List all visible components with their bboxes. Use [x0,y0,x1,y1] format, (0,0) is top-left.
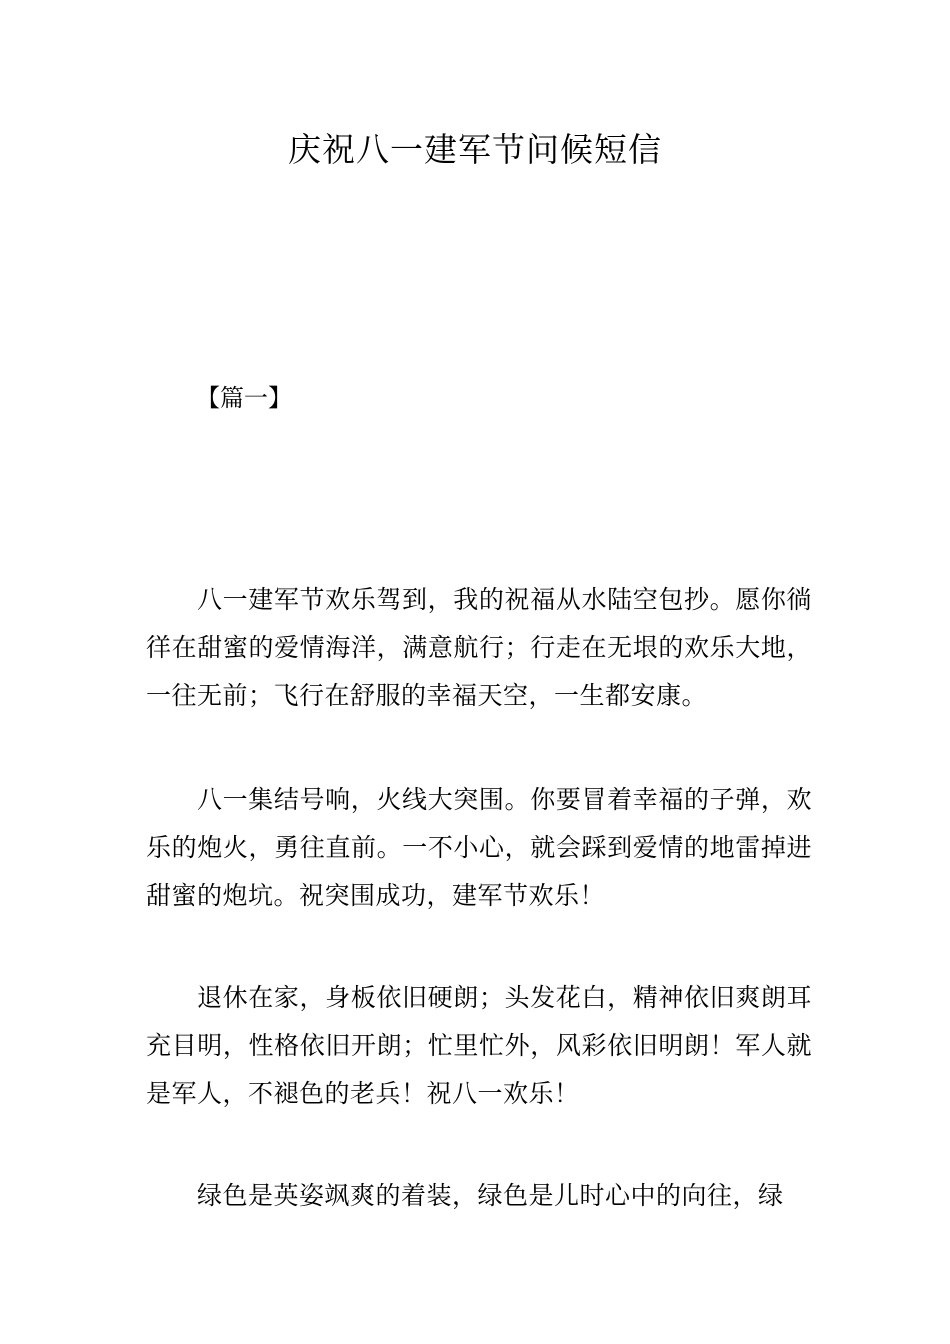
paragraph-1: 八一建军节欢乐驾到，我的祝福从水陆空包抄。愿你徜徉在甜蜜的爱情海洋，满意航行；行走在无垠的欢乐大地，一往无前；飞行在舒服的幸福天空，一生都安康。 [146,585,812,710]
paragraph-2: 八一集结号响，火线大突围。你要冒着幸福的子弹，欢乐的炮火，勇往直前。一不小心，就会踩到爱情的地雷掉进甜蜜的炮坑。祝突围成功，建军节欢乐！ [146,785,812,910]
section-label: 【篇一】 [196,384,292,412]
document-title: 庆祝八一建军节问候短信 [288,130,662,169]
paragraph-4: 绿色是英姿飒爽的着装，绿色是儿时心中的向往，绿 [197,1181,784,1210]
paragraph-3: 退休在家，身板依旧硬朗；头发花白，精神依旧爽朗耳充目明，性格依旧开朗；忙里忙外，风彩依旧明朗！军人就是军人，不褪色的老兵！祝八一欢乐！ [146,983,812,1108]
